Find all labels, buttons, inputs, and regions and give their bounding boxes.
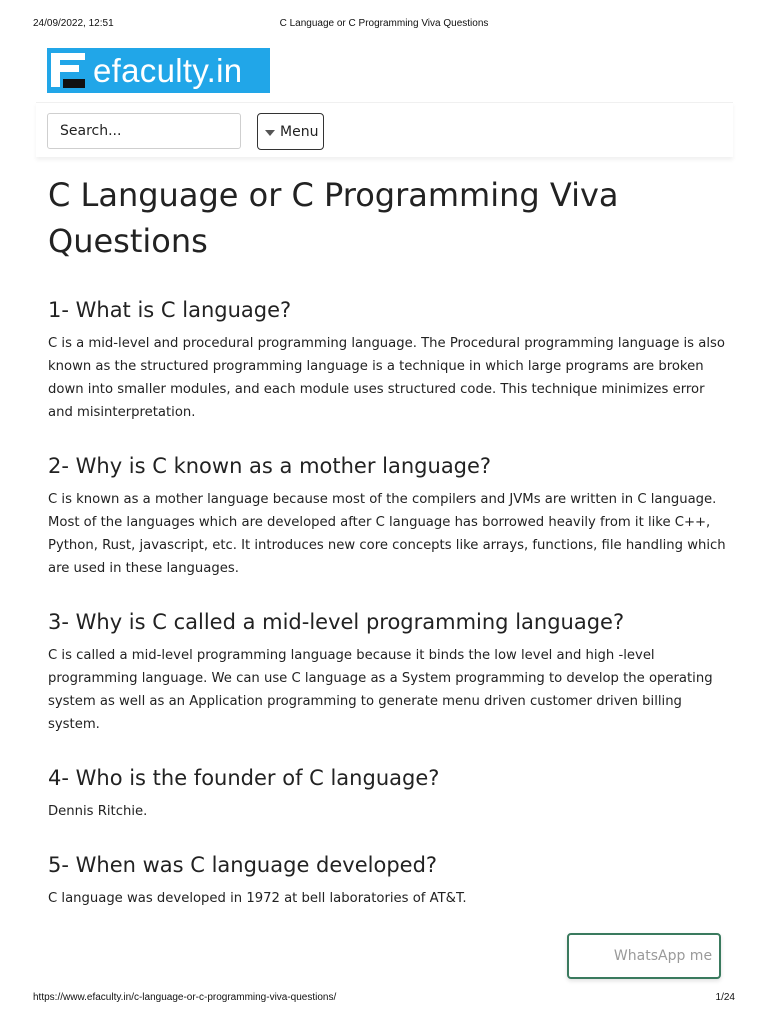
question-block [48, 763, 728, 823]
question-heading: 1- What is C language? [48, 298, 292, 322]
print-doc-title: C Language or C Programming Viva Questions [279, 18, 489, 29]
question-block [48, 607, 728, 736]
question-heading: 3- Why is C called a mid-level programming language? [48, 610, 625, 634]
print-page-number: 1/24 [715, 992, 735, 1003]
caret-down-icon [265, 130, 275, 136]
search-input[interactable] [47, 113, 241, 149]
print-url: https://www.efaculty.in/c-language-or-c-programming-viva-questions/ [33, 992, 337, 1003]
question-heading: 4- Who is the founder of C language? [48, 766, 440, 790]
efaculty-logo-icon [51, 51, 87, 90]
menu-button-label: Menu [280, 123, 319, 140]
page-title: C Language or C Programming Viva Questions [48, 176, 619, 260]
answer-text: C is a mid-level and procedural programming language. The Procedural programming language is also known as the structured programming language is a technique in which large programs are broken down into smaller modules, and each module uses structured code. This technique minimizes error and misinterpretation. [48, 336, 725, 420]
question-block [48, 850, 728, 910]
answer-text: Dennis Ritchie. [48, 804, 148, 819]
question-block [48, 295, 728, 424]
whatsapp-button[interactable]: WhatsApp me [567, 933, 721, 979]
answer-text: C language was developed in 1972 at bell laboratories of AT&T. [48, 891, 467, 906]
menu-button[interactable] [257, 113, 324, 150]
print-footer [33, 992, 735, 1006]
question-block [48, 451, 728, 580]
print-header [33, 18, 735, 32]
logo-text: efaculty.in [93, 52, 243, 89]
answer-text: C is called a mid-level programming language because it binds the low level and high -level programming language. We can use C language as a System programming to develop the operating system as well as an Application programming to generate menu driven customer driven billing system. [48, 648, 713, 732]
print-datetime: 24/09/2022, 12:51 [33, 18, 114, 29]
question-heading: 2- Why is C known as a mother language? [48, 454, 492, 478]
article-content [48, 172, 728, 937]
nav-bar [36, 102, 733, 157]
answer-text: C is known as a mother language because most of the compilers and JVMs are written in C language. Most of the languages which are developed after C language has borrowed heavily from it like C++, Python, Rust, javascript, etc. It introduces new core concepts like arrays, functions, file handling which are used in these languages. [48, 492, 726, 576]
site-logo[interactable] [47, 48, 270, 93]
question-heading: 5- When was C language developed? [48, 853, 438, 877]
